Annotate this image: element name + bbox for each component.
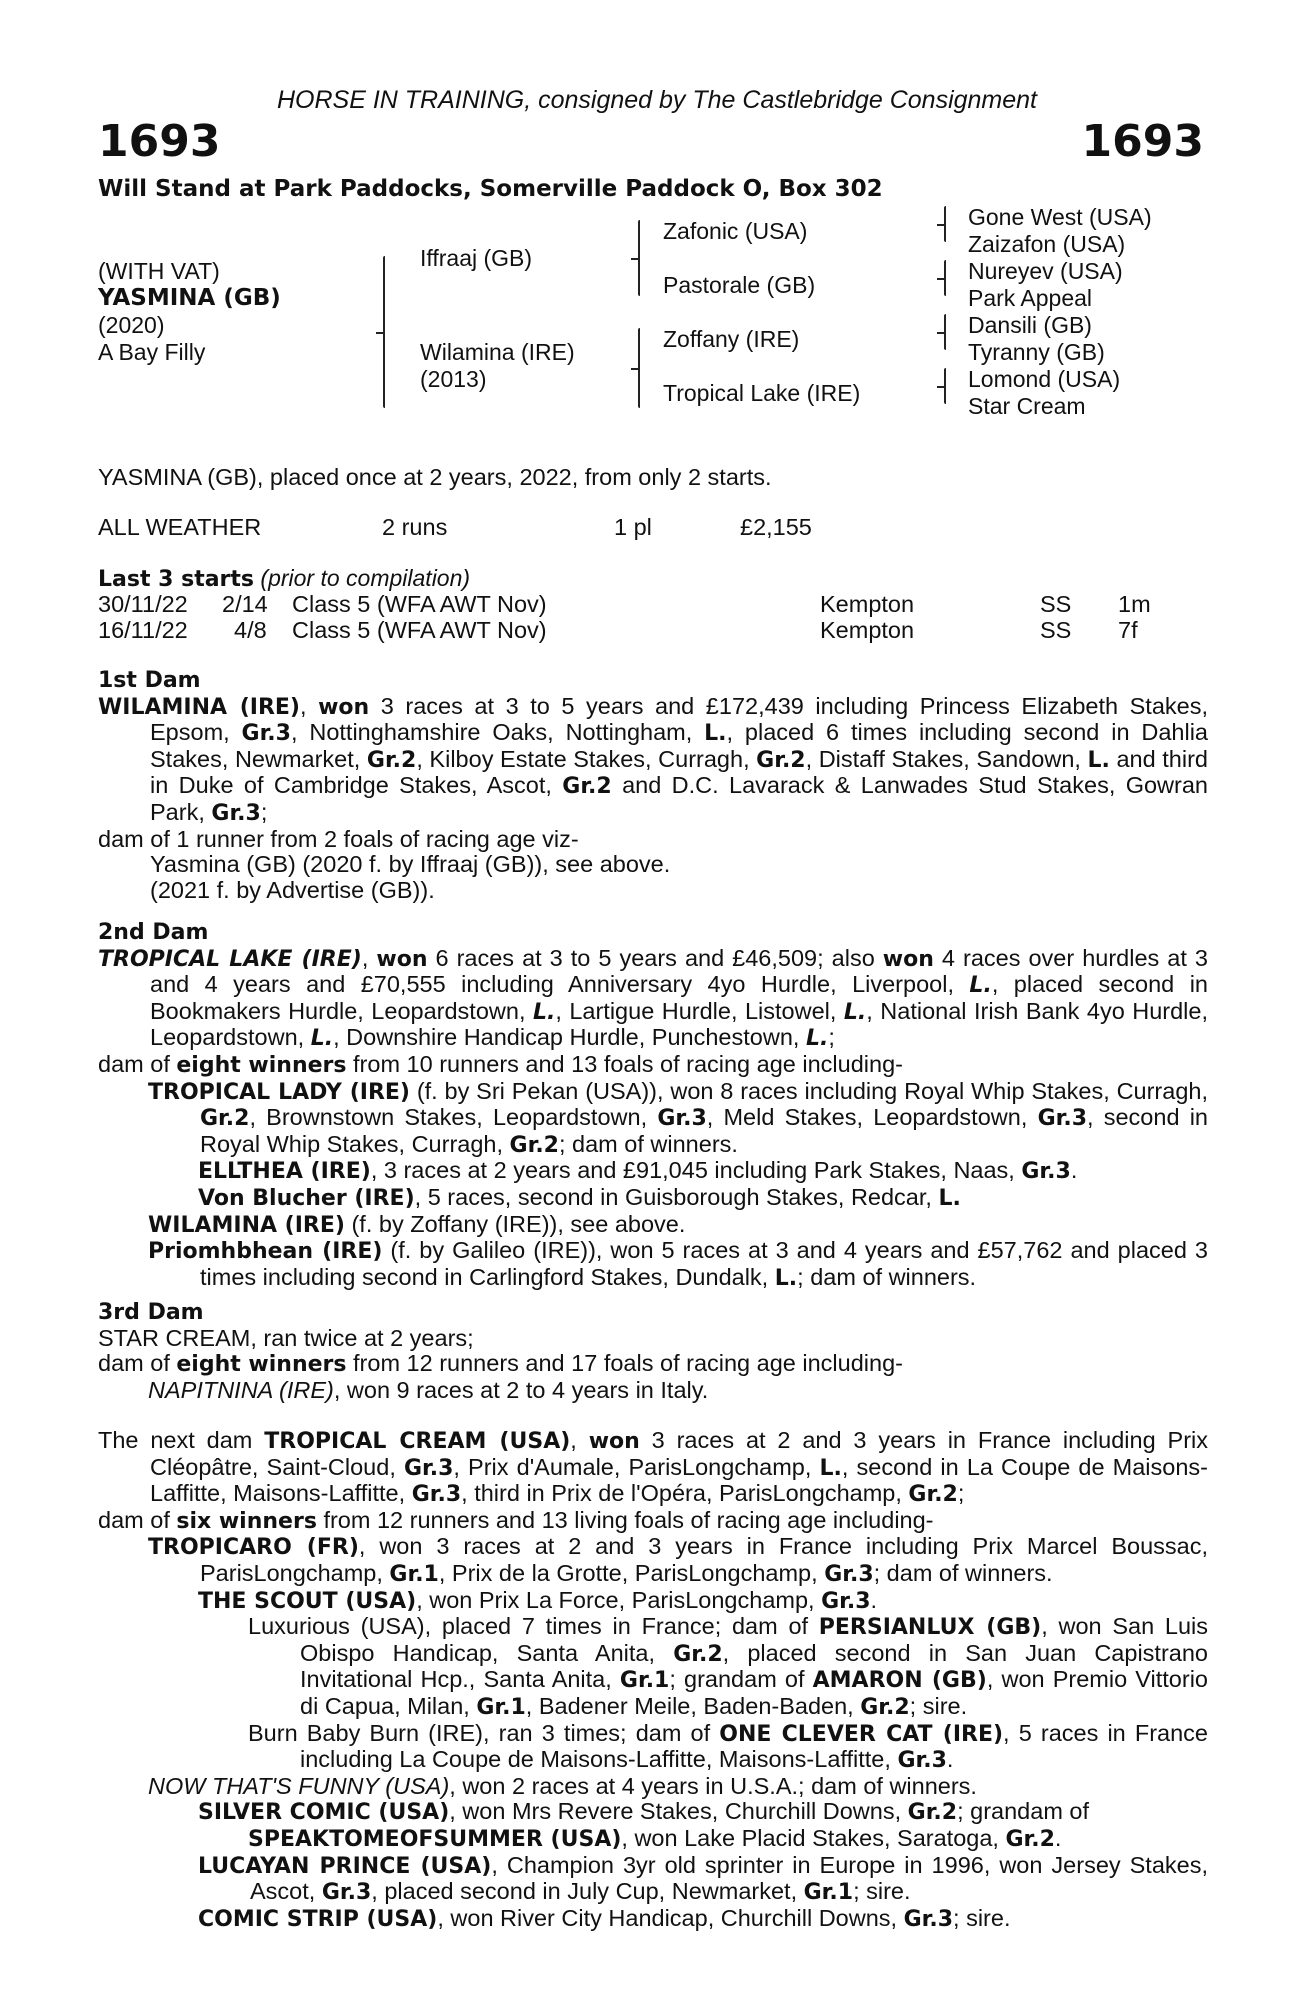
second-dam-record: TROPICAL LAKE (IRE), won 6 races at 3 to 5 years and £46,509; also won 4 races over hurdles at 3 and 4 years and £70,555 including Anniversary 4yo Hurdle, Liverpool, L., placed second in Bookmakers Hurdle, Leopardstown, L., Lartigue Hurdle, Listowel, L., National Irish Bank 4yo Hurdle, Leopardstown, L., Downshire Handicap Hurdle, Punchestown, L.; [98, 944, 1209, 1052]
pedigree-brace-1 [383, 256, 385, 408]
pedigree-sire-dam: Pastorale (GB) [663, 272, 816, 298]
produce-item: ELLTHEA (IRE), 3 races at 2 years and £91,045 including Park Stakes, Naas, Gr.3. [198, 1157, 1078, 1185]
pedigree-sire-sire: Zafonic (USA) [663, 218, 808, 244]
pedigree-dam-dam: Tropical Lake (IRE) [663, 380, 861, 406]
pedigree-g3-1: Gone West (USA) [968, 204, 1152, 230]
record-surface: ALL WEATHER [98, 514, 262, 540]
start-course: Kempton [820, 617, 915, 643]
produce-item: Priomhbhean (IRE) (f. by Galileo (IRE)), won 5 races at 3 and 4 years and £57,762 and placed 3 times including second in Carlingford Stakes, Dundalk, L.; dam of winners. [148, 1237, 1208, 1291]
last-starts-heading [98, 565, 470, 592]
produce-item: (2021 f. by Advertise (GB)). [150, 876, 435, 903]
produce-item: TROPICAL LADY (IRE) (f. by Sri Pekan (USA)), won 8 races including Royal Whip Stakes, Curragh, Gr.2, Brownstown Stakes, Leopardstown, Gr.3, Meld Stakes, Leopardstown, Gr.3, second in Royal Whip Stakes, Curragh, Gr.2; dam of winners. [148, 1077, 1209, 1158]
start-date: 16/11/22 [98, 617, 188, 643]
lot-number-right: 1693 [1081, 116, 1204, 167]
start-position: 2/14 [222, 591, 268, 617]
produce-item: Luxurious (USA), placed 7 times in France; dam of PERSIANLUX (GB), won San Luis Obispo Handicap, Santa Anita, Gr.2, placed second in San Juan Capistrano Invitational Hcp., Santa Anita, Gr.1; grandam of AMARON (GB), won Premio Vittorio di Capua, Milan, Gr.1, Badener Meile, Baden-Baden, Gr.2; sire. [248, 1613, 1208, 1720]
second-dam-produce-intro: dam of eight winners from 10 runners and 13 foals of racing age including- [98, 1050, 903, 1078]
start-race: Class 5 (WFA AWT Nov) [292, 591, 547, 617]
pedigree-brace-3a [944, 206, 946, 242]
record-earnings: £2,155 [740, 514, 812, 540]
produce-item: COMIC STRIP (USA), won River City Handicap, Churchill Downs, Gr.3; sire. [198, 1904, 1011, 1932]
next-dam-name: TROPICAL CREAM (USA) [264, 1429, 571, 1454]
third-dam-section [98, 1300, 1208, 1403]
first-dam-name: WILAMINA (IRE) [98, 694, 300, 720]
produce-item: Von Blucher (IRE), 5 races, second in Guisborough Stakes, Redcar, L. [198, 1183, 961, 1211]
pedigree-brace-2b [638, 328, 640, 408]
last-starts-title: Last 3 starts [98, 567, 255, 592]
pedigree-g3-3: Nureyev (USA) [968, 258, 1123, 284]
start-position: 4/8 [234, 617, 267, 643]
consignment-header: HORSE IN TRAINING, consigned by The Castlebridge Consignment [276, 86, 1038, 114]
record-placings: 1 pl [614, 514, 652, 540]
first-dam-record: WILAMINA (IRE), won 3 races at 3 to 5 years and £172,439 including Princess Elizabeth Stakes, Epsom, Gr.3, Nottinghamshire Oaks, Nottingham, L., placed 6 times including second in Dahlia Stakes, Newmarket, Gr.2, Kilboy Estate Stakes, Curragh, Gr.2, Distaff Stakes, Sandown, L. and third in Duke of Cambridge Stakes, Ascot, Gr.2 and D.C. Lavarack & Lanwades Stud Stakes, Gowran Park, Gr.3; [98, 692, 1209, 826]
second-dam-section [98, 920, 1208, 1291]
pedigree-brace-3b [944, 260, 946, 296]
vat-note: (WITH VAT) [98, 258, 220, 284]
second-dam-name: TROPICAL LAKE (IRE) [98, 946, 362, 972]
pedigree-g3-6: Tyranny (GB) [968, 339, 1105, 365]
produce-item: TROPICARO (FR), won 3 races at 2 and 3 years in France including Prix Marcel Boussac, ParisLongchamp, Gr.1, Prix de la Grotte, ParisLongchamp, Gr.3; dam of winners. [148, 1533, 1208, 1587]
pedigree-g3-2: Zaizafon (USA) [968, 231, 1126, 257]
pedigree-brace-3d [944, 368, 946, 404]
produce-item: Yasmina (GB) (2020 f. by Iffraaj (GB)), see above. [150, 851, 671, 878]
pedigree-brace-3c [944, 314, 946, 350]
start-date: 30/11/22 [98, 591, 188, 617]
produce-item: THE SCOUT (USA), won Prix La Force, ParisLongchamp, Gr.3. [198, 1586, 878, 1614]
pedigree-brace-2a [638, 220, 640, 296]
first-dam-section [98, 668, 1208, 903]
start-course: Kempton [820, 591, 915, 617]
produce-item: WILAMINA (IRE) (f. by Zoffany (IRE)), see above. [148, 1210, 686, 1238]
second-dam-heading: 2nd Dam [98, 920, 209, 945]
pedigree-g3-4: Park Appeal [968, 285, 1093, 311]
start-race: Class 5 (WFA AWT Nov) [292, 617, 547, 643]
pedigree-dam-year: (2013) [420, 366, 487, 392]
stand-location: Will Stand at Park Paddocks, Somerville Paddock O, Box 302 [98, 176, 883, 202]
first-dam-heading: 1st Dam [98, 668, 201, 693]
last-starts-note: (prior to compilation) [260, 565, 471, 591]
third-dam-record: STAR CREAM, ran twice at 2 years; [98, 1324, 474, 1351]
pedigree-dam-sire: Zoffany (IRE) [663, 326, 800, 352]
next-dam-section [98, 1428, 1208, 1932]
produce-item: SPEAKTOMEOFSUMMER (USA), won Lake Placid Stakes, Saratoga, Gr.2. [248, 1824, 1062, 1852]
pedigree-g3-7: Lomond (USA) [968, 366, 1121, 392]
start-going: SS [1040, 617, 1072, 643]
produce-item: Burn Baby Burn (IRE), ran 3 times; dam of ONE CLEVER CAT (IRE), 5 races in France including La Coupe de Maisons-Laffitte, Maisons-Laffitte, Gr.3. [248, 1719, 1208, 1774]
produce-item: SILVER COMIC (USA), won Mrs Revere Stakes, Churchill Downs, Gr.2; grandam of [198, 1798, 1090, 1826]
horse-year: (2020) [98, 312, 165, 338]
race-summary: YASMINA (GB), placed once at 2 years, 2022, from only 2 starts. [98, 464, 772, 490]
won-label: won [318, 694, 370, 720]
pedigree-sire: Iffraaj (GB) [420, 245, 533, 271]
produce-item: NAPITNINA (IRE), won 9 races at 2 to 4 years in Italy. [148, 1376, 709, 1403]
next-dam-record: The next dam TROPICAL CREAM (USA), won 3 races at 2 and 3 years in France including Prix Cléopâtre, Saint-Cloud, Gr.3, Prix d'Aumale, ParisLongchamp, L., second in La Coupe de Maisons-Laffitte, Maisons-Laffitte, Gr.3, third in Prix de l'Opéra, ParisLongchamp, Gr.2; [98, 1427, 1208, 1508]
start-distance: 7f [1118, 617, 1138, 643]
first-dam-produce-intro: dam of 1 runner from 2 foals of racing age viz- [98, 825, 579, 852]
produce-item: LUCAYAN PRINCE (USA), Champion 3yr old sprinter in Europe in 1996, won Jersey Stakes, Ascot, Gr.3, placed second in July Cup, Newmarket, Gr.1; sire. [198, 1851, 1208, 1906]
pedigree-dam: Wilamina (IRE) [420, 339, 575, 365]
horse-name: YASMINA (GB) [98, 285, 281, 311]
start-going: SS [1040, 591, 1072, 617]
third-dam-heading: 3rd Dam [98, 1300, 204, 1325]
pedigree-g3-5: Dansili (GB) [968, 312, 1092, 338]
horse-description: A Bay Filly [98, 339, 206, 365]
next-dam-produce-intro: dam of six winners from 12 runners and 13 living foals of racing age including- [98, 1506, 934, 1534]
pedigree-g3-8: Star Cream [968, 393, 1086, 419]
start-distance: 1m [1118, 591, 1151, 617]
record-runs: 2 runs [382, 514, 448, 540]
lot-number-left: 1693 [98, 116, 221, 167]
third-dam-produce-intro: dam of eight winners from 12 runners and 17 foals of racing age including- [98, 1350, 903, 1378]
produce-item: NOW THAT'S FUNNY (USA), won 2 races at 4 years in U.S.A.; dam of winners. [148, 1772, 977, 1799]
